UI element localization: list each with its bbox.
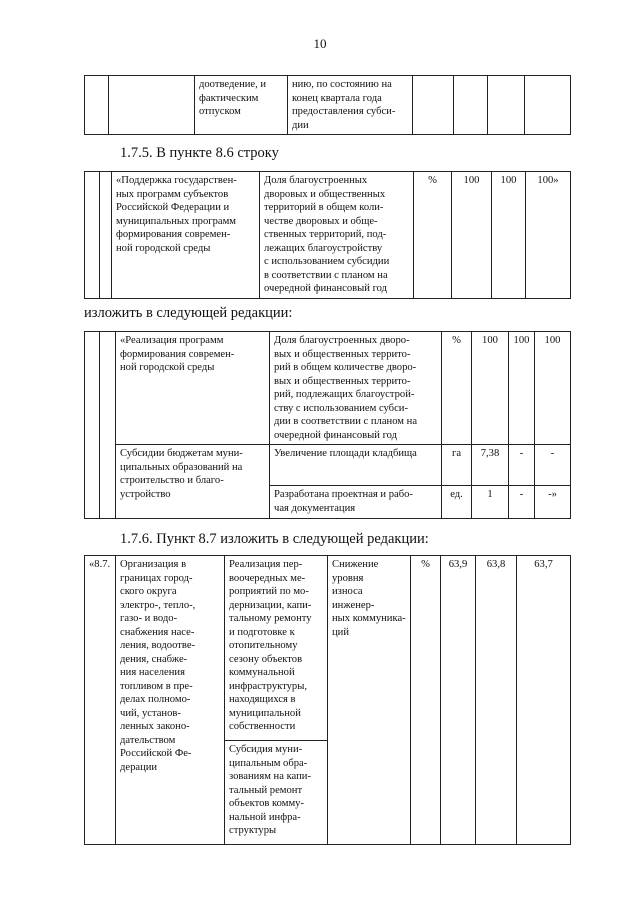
organization-text: Организация в границах город- ского округа электро-, тепло-, газо- и водо- снабжения насе- ления, водоотве- дения, снабже- ния населения топливом в пре- делах полномо- чий, установ- ленных законо- дательством Российской Фе- дерации bbox=[116, 556, 225, 845]
section-heading-1-7-6: 1.7.6. Пункт 8.7 изложить в следующей редакции: bbox=[120, 531, 429, 547]
table-cell-text: доотведение, и фактическим отпуском bbox=[195, 76, 288, 135]
value-3: 63,7 bbox=[517, 556, 571, 845]
program-name: «Поддержка государствен- ных программ субъектов Российской Федерации и муниципальных программ формирования современ- ной городской среды bbox=[112, 172, 260, 299]
empty-cell bbox=[109, 76, 195, 135]
empty-cell bbox=[525, 76, 571, 135]
unit: % bbox=[411, 556, 441, 845]
empty-cell bbox=[85, 332, 100, 519]
subsidy-text: Субсидия муни- ципальным обра- зованиям на капи- тальный ремонт объектов комму- нальной инфра- структуры bbox=[225, 741, 328, 845]
indicator-name: Доля благоустроенных дворовых и общественных территорий в общем коли- честве дворовых и обще- ственных территорий, под- лежащих благоустройству с использованием субсидии в соответствии с планом на очередной финансовый год bbox=[260, 172, 414, 299]
value-2: 100 bbox=[492, 172, 526, 299]
indicator-name: Снижение уровня износа инженер- ных коммуника- ций bbox=[328, 556, 411, 845]
value-1: 1 bbox=[472, 486, 509, 519]
value-1: 100 bbox=[452, 172, 492, 299]
value-3: - bbox=[535, 445, 571, 486]
value-2: 100 bbox=[509, 332, 535, 445]
indicator-name: Доля благоустроенных дворо- вых и общественных террито- рий в общем количестве дворо- вых и общественных террито- рий, подлежащих благоустрой- ству с использованием субси- дии в соответствии с планом на очередной финансовый год bbox=[270, 332, 442, 445]
value-2: - bbox=[509, 445, 535, 486]
value-2: - bbox=[509, 486, 535, 519]
value-1: 63,9 bbox=[441, 556, 476, 845]
empty-cell bbox=[488, 76, 525, 135]
unit: % bbox=[414, 172, 452, 299]
item-number: «8.7. bbox=[85, 556, 116, 845]
empty-cell bbox=[100, 172, 112, 299]
empty-cell bbox=[100, 332, 116, 519]
measure-text: Реализация пер- воочередных ме- роприятий по мо- дернизации, капи- тальному ремонту и подготовке к отопительному сезону объектов коммунальной инфраструктуры, находящихся в муниципальной собственности bbox=[225, 556, 328, 741]
section-heading-redaction: изложить в следующей редакции: bbox=[84, 305, 293, 321]
table-cell-text: нию, по состоянию на конец квартала года предоставления субси- дии bbox=[288, 76, 413, 135]
section-heading-1-7-5: 1.7.5. В пункте 8.6 строку bbox=[120, 145, 279, 161]
empty-cell bbox=[85, 76, 109, 135]
value-3: 100 bbox=[535, 332, 571, 445]
indicator-name: Увеличение площади кладбища bbox=[270, 445, 442, 486]
value-1: 100 bbox=[472, 332, 509, 445]
empty-cell bbox=[454, 76, 488, 135]
value-3: 100» bbox=[526, 172, 571, 299]
value-3: -» bbox=[535, 486, 571, 519]
table-item-8-7 bbox=[84, 555, 571, 845]
indicator-name: Разработана проектная и рабо- чая документация bbox=[270, 486, 442, 519]
table-new-edition bbox=[84, 331, 571, 519]
value-2: 63,8 bbox=[476, 556, 517, 845]
page-number: 10 bbox=[313, 36, 327, 51]
unit: % bbox=[442, 332, 472, 445]
subsidy-name: Субсидии бюджетам муни- ципальных образований на строительство и благо- устройство bbox=[116, 445, 270, 519]
unit: ед. bbox=[442, 486, 472, 519]
empty-cell bbox=[85, 172, 100, 299]
empty-cell bbox=[413, 76, 454, 135]
table-current-row bbox=[84, 171, 571, 299]
unit: га bbox=[442, 445, 472, 486]
program-name: «Реализация программ формирования современ- ной городской среды bbox=[116, 332, 270, 445]
value-1: 7,38 bbox=[472, 445, 509, 486]
table-continuation bbox=[84, 75, 571, 135]
